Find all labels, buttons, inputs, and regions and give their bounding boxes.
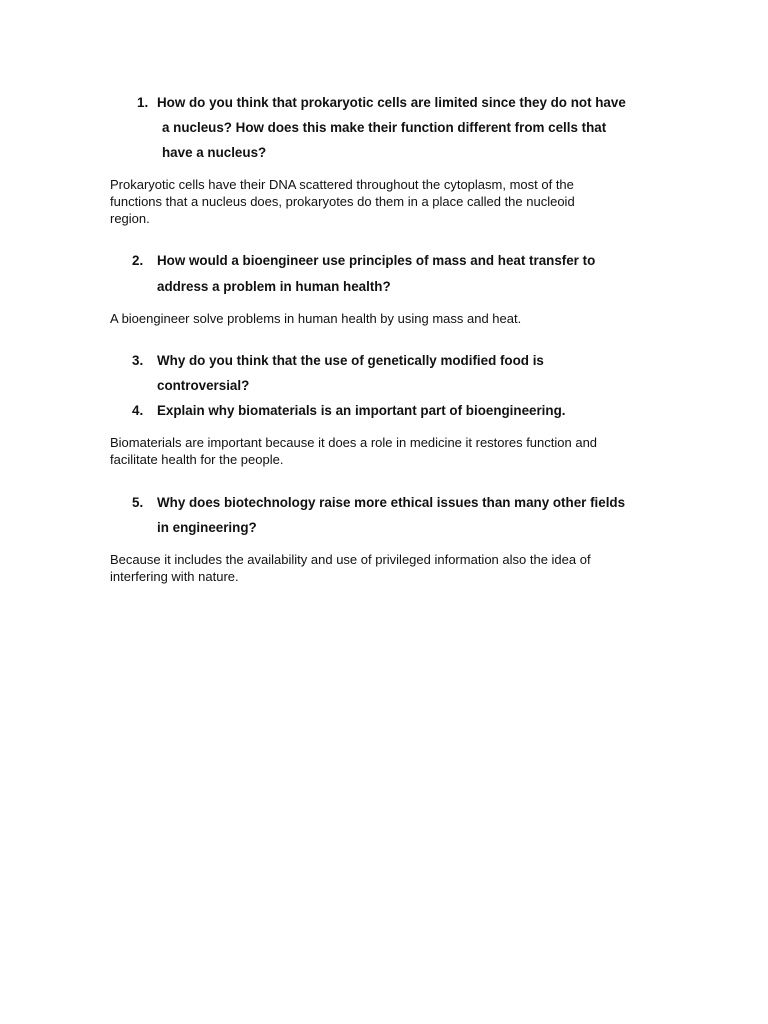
question-1-line-1: How do you think that prokaryotic cells are limited since they do not have [157,95,626,110]
question-5-number: 5. [132,495,144,510]
question-3-line-1: Why do you think that the use of genetically modified food is [157,353,544,368]
question-2-number: 2. [132,253,144,268]
answer-5-line-1: Because it includes the availability and use of privileged information also the idea of [110,552,591,567]
question-4-line-1: Explain why biomaterials is an important part of bioengineering. [157,403,566,418]
question-1-line-3: have a nucleus? [162,145,267,160]
question-5-line-1: Why does biotechnology raise more ethical issues than many other fields [157,495,626,510]
question-3-number: 3. [132,353,144,368]
question-1-line-2: a nucleus? How does this make their function different from cells that [162,120,607,135]
question-2-line-1: How would a bioengineer use principles of mass and heat transfer to [157,253,596,268]
question-1-number: 1. [137,95,149,110]
answer-1-line-1: Prokaryotic cells have their DNA scattered throughout the cytoplasm, most of the [110,177,574,192]
question-3-line-2: controversial? [157,378,250,393]
answer-5-line-2: interfering with nature. [110,569,239,584]
answer-4-line-2: facilitate health for the people. [110,452,284,467]
question-4-number: 4. [132,403,144,418]
question-2-line-2: address a problem in human health? [157,279,391,294]
answer-1-line-3: region. [110,211,150,226]
answer-1-line-2: functions that a nucleus does, prokaryotes do them in a place called the nucleoid [110,194,575,209]
question-5-line-2: in engineering? [157,520,257,535]
answer-2-line-1: A bioengineer solve problems in human health by using mass and heat. [110,311,522,326]
answer-4-line-1: Biomaterials are important because it does a role in medicine it restores function and [110,435,598,450]
